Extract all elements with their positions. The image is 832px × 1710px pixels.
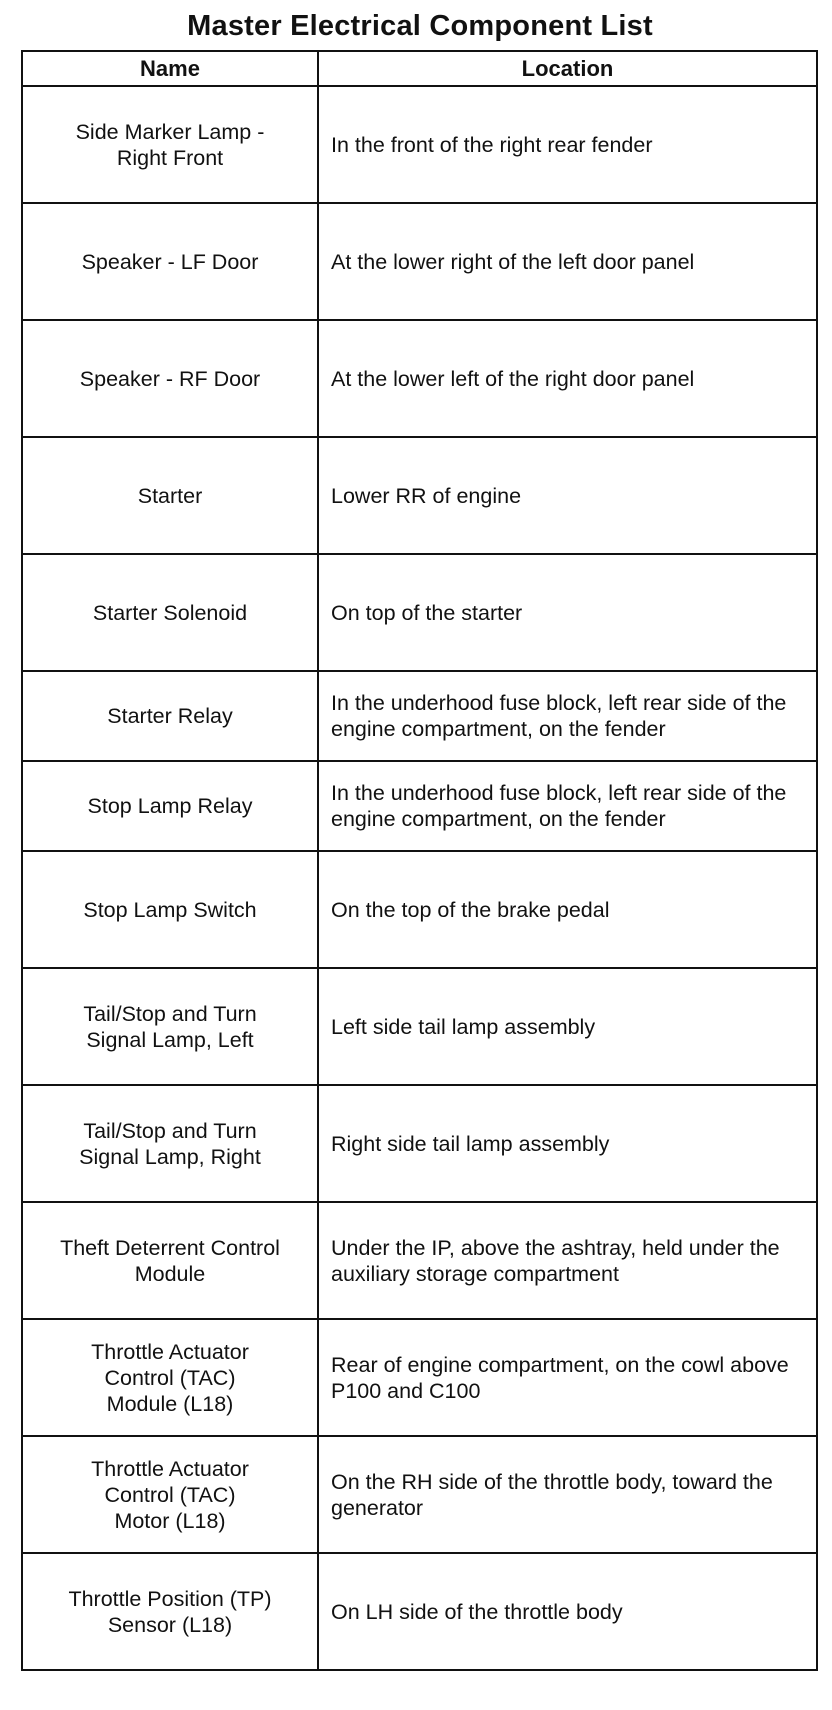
component-location: Left side tail lamp assembly <box>318 968 817 1085</box>
location-column-header: Location <box>318 51 817 86</box>
component-location: Right side tail lamp assembly <box>318 1085 817 1202</box>
component-name: Speaker - LF Door <box>22 203 318 320</box>
table-row <box>22 320 817 437</box>
component-name: Stop Lamp Relay <box>22 761 318 851</box>
table-row <box>22 1436 817 1553</box>
table-row <box>22 851 817 968</box>
table-row <box>22 1319 817 1436</box>
component-name: Starter Solenoid <box>22 554 318 671</box>
table-row <box>22 1553 817 1670</box>
table-row <box>22 437 817 554</box>
component-table <box>21 50 818 1671</box>
table-row <box>22 1202 817 1319</box>
table-row <box>22 86 817 203</box>
component-location: Lower RR of engine <box>318 437 817 554</box>
component-location: In the front of the right rear fender <box>318 86 817 203</box>
component-location: Rear of engine compartment, on the cowl above P100 and C100 <box>318 1319 817 1436</box>
table-row <box>22 554 817 671</box>
document-title: Master Electrical Component List <box>187 10 653 42</box>
table-row <box>22 203 817 320</box>
component-location: On top of the starter <box>318 554 817 671</box>
component-name: Starter <box>22 437 318 554</box>
component-name: Speaker - RF Door <box>22 320 318 437</box>
component-location: In the underhood fuse block, left rear side of the engine compartment, on the fender <box>318 671 817 761</box>
component-location: On the RH side of the throttle body, toward the generator <box>318 1436 817 1553</box>
component-name: Stop Lamp Switch <box>22 851 318 968</box>
component-name: Throttle Actuator Control (TAC) Module (L18) <box>22 1319 318 1436</box>
component-name: Throttle Position (TP) Sensor (L18) <box>22 1553 318 1670</box>
component-name: Tail/Stop and Turn Signal Lamp, Right <box>22 1085 318 1202</box>
table-row <box>22 968 817 1085</box>
component-name: Throttle Actuator Control (TAC) Motor (L18) <box>22 1436 318 1553</box>
component-name: Starter Relay <box>22 671 318 761</box>
component-location: Under the IP, above the ashtray, held under the auxiliary storage compartment <box>318 1202 817 1319</box>
component-location: In the underhood fuse block, left rear side of the engine compartment, on the fender <box>318 761 817 851</box>
table-row <box>22 761 817 851</box>
component-location: At the lower left of the right door panel <box>318 320 817 437</box>
component-name: Side Marker Lamp - Right Front <box>22 86 318 203</box>
component-location: On LH side of the throttle body <box>318 1553 817 1670</box>
table-row <box>22 671 817 761</box>
name-column-header: Name <box>22 51 318 86</box>
table-row <box>22 1085 817 1202</box>
component-name: Theft Deterrent Control Module <box>22 1202 318 1319</box>
header-row <box>22 51 817 86</box>
component-name: Tail/Stop and Turn Signal Lamp, Left <box>22 968 318 1085</box>
component-location: On the top of the brake pedal <box>318 851 817 968</box>
component-location: At the lower right of the left door panel <box>318 203 817 320</box>
